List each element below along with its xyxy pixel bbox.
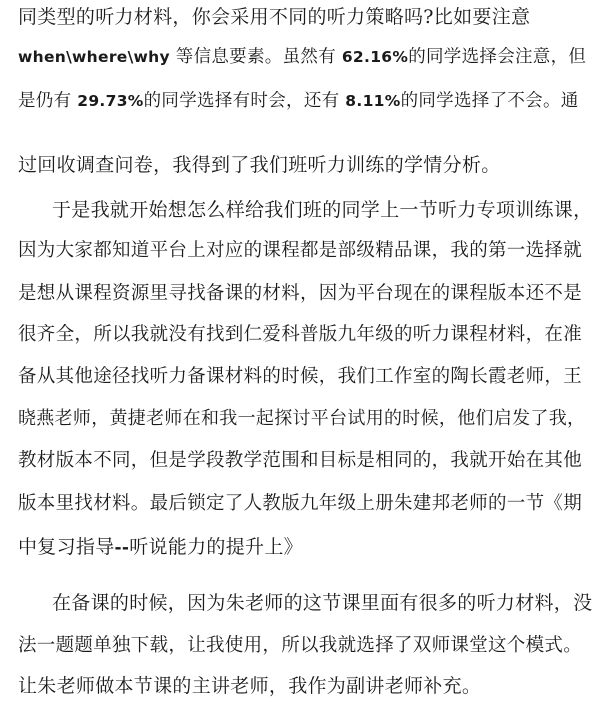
text-line-2: when\where\why 等信息要素。虽然有 62.16%的同学选择会注意，但 bbox=[18, 47, 587, 67]
text-line-13: 中复习指导--听说能力的提升上》 bbox=[18, 536, 303, 558]
text-line-6: 因为大家都知道平台上对应的课程都是部级精品课，我的第一选择就 bbox=[18, 240, 583, 261]
text-line-7: 是想从课程资源里寻找备课的材料，因为平台现在的课程版本还不是 bbox=[18, 283, 583, 304]
text-line-3: 是仍有 29.73%的同学选择有时会，还有 8.11%的同学选择了不会。通 bbox=[18, 91, 579, 111]
text-line-12: 版本里找材料。最后锁定了人教版九年级上册朱建邦老师的一节《期 bbox=[18, 493, 583, 514]
text-line-15: 法一题题单独下载，让我使用，所以我就选择了双师课堂这个模式。 bbox=[18, 635, 583, 656]
text-line-14: 在备课的时候，因为朱老师的这节课里面有很多的听力材料，没 bbox=[52, 592, 593, 614]
text-line-5: 于是我就开始想怎么样给我们班的同学上一节听力专项训练课， bbox=[52, 199, 593, 221]
text-line-9: 备从其他途径找听力备课材料的时候，我们工作室的陶长霞老师，王 bbox=[18, 366, 583, 387]
text-line-4: 过回收调查问卷，我得到了我们班听力训练的学情分析。 bbox=[18, 154, 501, 176]
text-line-8: 很齐全，所以我就没有找到仁爱科普版九年级的听力课程材料，在准 bbox=[18, 324, 583, 345]
text-line-16: 让朱老师做本节课的主讲老师，我作为副讲老师补充。 bbox=[18, 675, 482, 697]
text-line-1: 同类型的听力材料，你会采用不同的听力策略吗?比如要注意 bbox=[18, 6, 531, 28]
text-line-10: 晓燕老师，黄捷老师在和我一起探讨平台试用的时候，他们启发了我， bbox=[18, 408, 586, 429]
text-line-11: 教材版本不同，但是学段教学范围和目标是相同的，我就开始在其他 bbox=[18, 450, 583, 471]
